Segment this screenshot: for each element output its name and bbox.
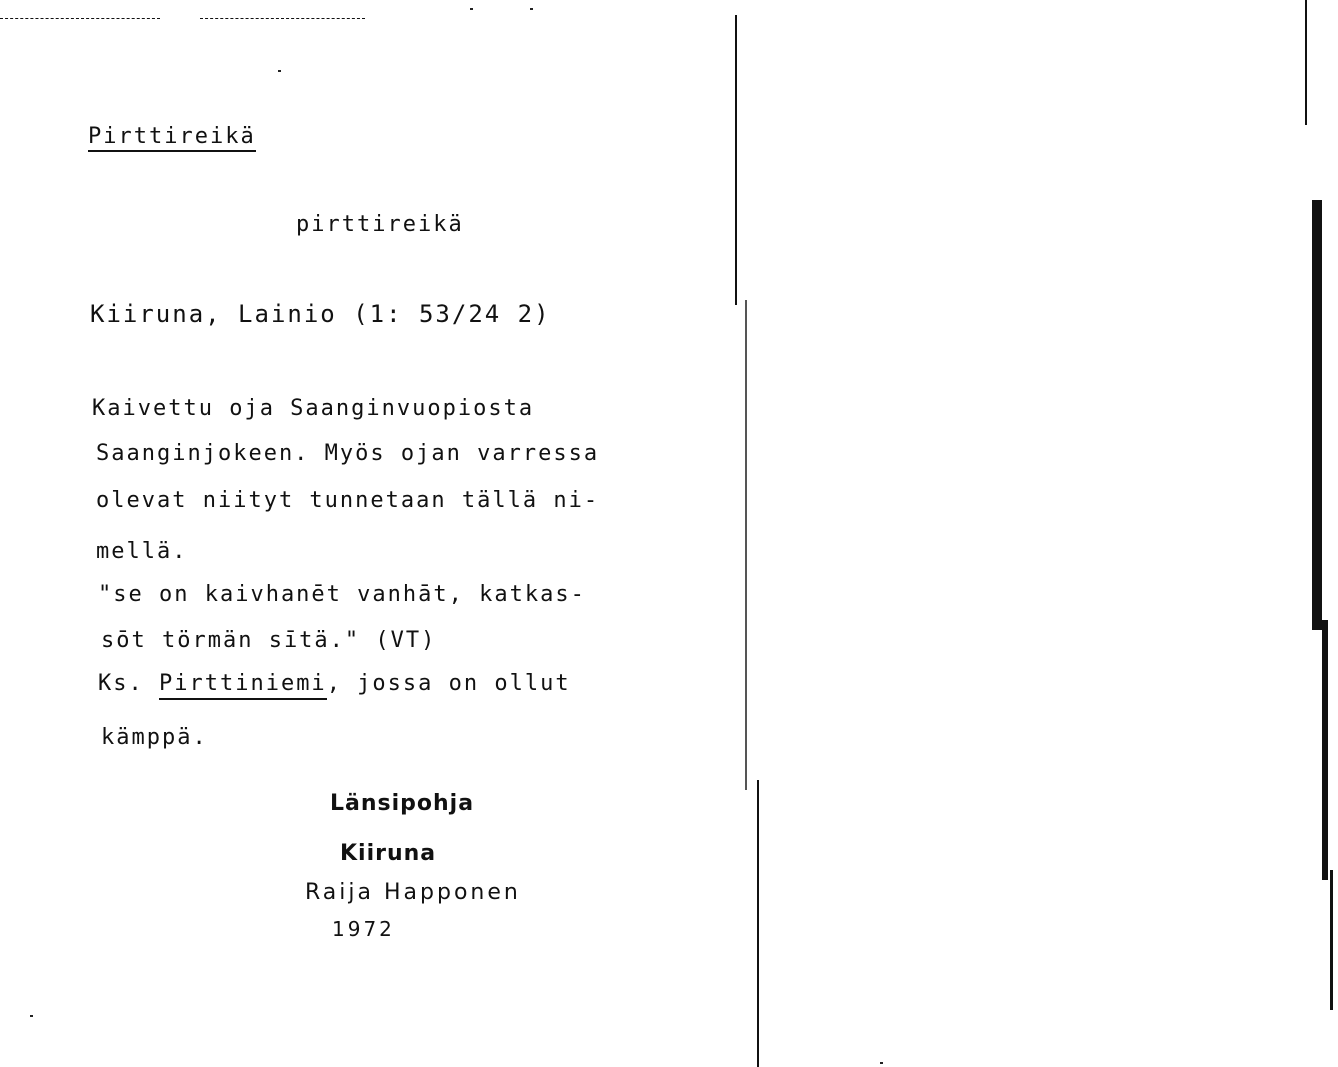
scan-speck [278, 70, 281, 72]
right-edge-line-top [1305, 0, 1307, 125]
stamp-collector: Raija Happonen [305, 880, 521, 905]
stamp-year: 1972 [332, 917, 395, 941]
reference-link: Pirttiniemi [159, 671, 327, 700]
scan-speck [880, 1062, 883, 1064]
right-edge-line-lower [1322, 620, 1328, 880]
description-line-5: "se on kaivhanēt vanhāt, katkas- [98, 582, 586, 607]
reference-prefix: Ks. [98, 671, 159, 696]
description-line-4: mellä. [96, 539, 188, 564]
description-line-2: Saanginjokeen. Myös ojan varressa [96, 441, 600, 466]
scan-edge-top-left [0, 18, 160, 20]
headword: pirttireikä [296, 212, 464, 237]
description-line-1: Kaivettu oja Saanginvuopiosta [92, 396, 535, 421]
description-line-6: sōt törmän sītä." (VT) [101, 628, 437, 653]
reference-continuation: kämppä. [101, 725, 208, 750]
scan-speck [30, 1015, 33, 1017]
scan-speck [470, 8, 473, 10]
card-divider-line-bottom [757, 780, 759, 1067]
card-title: Pirttireikä [88, 126, 256, 152]
right-edge-line-thick [1312, 200, 1322, 630]
reference-line [98, 673, 571, 695]
reference-suffix: , jossa on ollut [326, 671, 571, 696]
scan-speck [530, 8, 533, 10]
card-divider-line [735, 15, 737, 305]
scan-edge-top-mid [200, 18, 365, 20]
right-edge-line-bottom [1330, 870, 1333, 1010]
location-line: Kiiruna, Lainio (1: 53/24 2) [90, 300, 551, 328]
card-divider-line-lower [745, 300, 747, 790]
description-line-3: olevat niityt tunnetaan tällä ni- [96, 488, 600, 513]
stamp-municipality: Kiiruna [340, 841, 437, 866]
stamp-region: Länsipohja [330, 791, 475, 816]
